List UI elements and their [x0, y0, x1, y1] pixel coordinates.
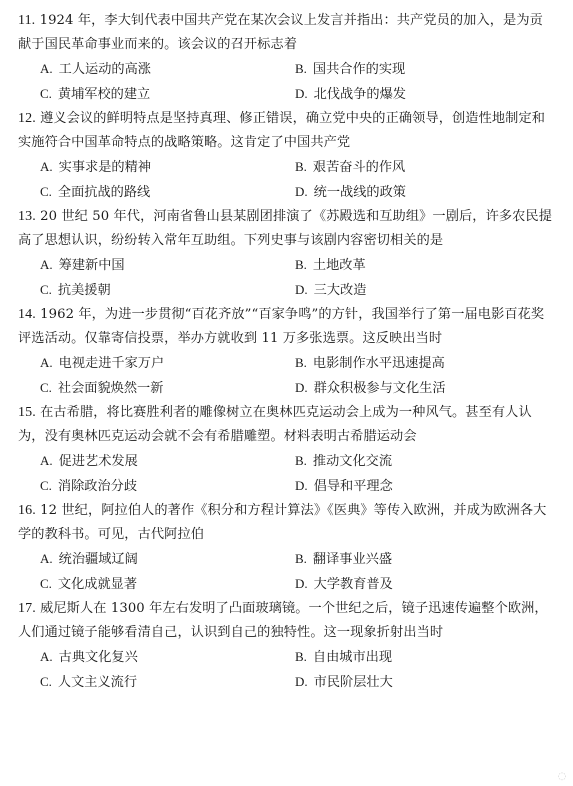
option-letter: A. — [40, 159, 53, 174]
question-12 — [18, 107, 555, 205]
question-stem — [18, 401, 555, 449]
option-letter: D. — [295, 86, 308, 101]
option-letter: C. — [40, 576, 52, 591]
option-letter: D. — [295, 478, 308, 493]
question-number: 12. — [18, 111, 36, 126]
option-letter: A. — [40, 355, 53, 370]
question-text: 在古希腊，将比赛胜利者的雕像树立在奥林匹克运动会上成为一种风气。甚至有人认为，没有奥林匹克运动会就不会有希腊雕塑。材料表明古希腊运动会 — [18, 405, 532, 444]
option-text: 促进艺术发展 — [58, 454, 138, 469]
question-11 — [18, 9, 555, 107]
option-text: 黄埔军校的建立 — [57, 87, 151, 102]
option-c — [40, 572, 295, 597]
question-13 — [18, 205, 555, 303]
options-grid — [18, 645, 555, 695]
question-stem — [18, 303, 555, 351]
option-b — [295, 351, 555, 376]
option-letter: C. — [40, 86, 52, 101]
option-d — [295, 82, 555, 107]
question-17 — [18, 597, 555, 695]
option-c — [40, 82, 295, 107]
option-text: 土地改革 — [312, 258, 366, 273]
option-letter: D. — [295, 380, 308, 395]
option-letter: D. — [295, 576, 308, 591]
option-letter: A. — [40, 257, 53, 272]
option-d — [295, 180, 555, 205]
option-text: 翻译事业兴盛 — [312, 552, 393, 567]
option-letter: A. — [40, 649, 53, 664]
option-text: 社会面貌焕然一新 — [57, 381, 164, 396]
option-text: 古典文化复兴 — [58, 650, 138, 665]
option-text: 工人运动的高涨 — [58, 62, 151, 77]
question-text: 遵义会议的鲜明特点是坚持真理、修正错误，确立党中央的正确领导，创造性地制定和实施符合中国革命特点的战略策略。这肯定了中国共产党 — [18, 111, 546, 150]
option-text: 自由城市出现 — [312, 650, 393, 665]
option-text: 三大改造 — [313, 283, 367, 298]
question-stem — [18, 499, 555, 547]
option-letter: B. — [295, 551, 307, 566]
question-text: 1962 年，为进一步贯彻“百花齐放”“百家争鸣”的方针，我国举行了第一届电影百花奖评选活动。仅靠寄信投票，举办方就收到 11 万多张选票。这反映出当时 — [18, 307, 545, 346]
option-letter: D. — [295, 184, 308, 199]
options-grid — [18, 253, 555, 303]
option-b — [295, 449, 555, 474]
options-grid — [18, 351, 555, 401]
question-number: 17. — [18, 601, 36, 616]
option-letter: B. — [295, 453, 307, 468]
option-letter: B. — [295, 61, 307, 76]
options-grid — [18, 57, 555, 107]
option-letter: A. — [40, 61, 53, 76]
option-b — [295, 645, 555, 670]
question-stem — [18, 205, 555, 253]
option-d — [295, 572, 555, 597]
option-c — [40, 474, 295, 499]
option-letter: C. — [40, 674, 52, 689]
option-text: 筹建新中国 — [58, 258, 125, 273]
option-letter: C. — [40, 478, 52, 493]
options-grid — [18, 155, 555, 205]
options-grid — [18, 449, 555, 499]
option-a — [40, 253, 295, 278]
option-letter: D. — [295, 282, 308, 297]
option-text: 电视走进千家万户 — [58, 356, 165, 371]
option-letter: A. — [40, 551, 53, 566]
option-text: 消除政治分歧 — [57, 479, 138, 494]
question-stem — [18, 9, 555, 57]
option-text: 倡导和平理念 — [313, 479, 393, 494]
question-stem — [18, 597, 555, 645]
option-c — [40, 670, 295, 695]
option-text: 艰苦奋斗的作风 — [312, 160, 406, 175]
question-text: 20 世纪 50 年代，河南省鲁山县某剧团排演了《苏殿选和互助组》一剧后，许多农民提高了思想认识，纷纷转入常年互助组。下列史事与该剧内容密切相关的是 — [18, 209, 553, 248]
question-number: 14. — [18, 307, 36, 322]
option-b — [295, 547, 555, 572]
option-text: 全面抗战的路线 — [57, 185, 151, 200]
option-letter: B. — [295, 257, 307, 272]
option-d — [295, 278, 555, 303]
option-b — [295, 57, 555, 82]
option-letter: D. — [295, 674, 308, 689]
option-text: 文化成就显著 — [57, 577, 138, 592]
option-text: 人文主义流行 — [57, 675, 138, 690]
question-number: 15. — [18, 405, 36, 420]
option-a — [40, 645, 295, 670]
option-text: 统治疆域辽阔 — [58, 552, 138, 567]
page-corner-mark-icon: ◌ — [557, 771, 567, 782]
option-letter: B. — [295, 355, 307, 370]
option-d — [295, 670, 555, 695]
option-letter: C. — [40, 184, 52, 199]
question-14 — [18, 303, 555, 401]
option-text: 推动文化交流 — [312, 454, 393, 469]
option-a — [40, 57, 295, 82]
option-b — [295, 155, 555, 180]
question-text: 1924 年，李大钊代表中国共产党在某次会议上发言并指出：共产党员的加入，是为贡献于国民革命事业而来的。该会议的召开标志着 — [18, 13, 543, 52]
option-d — [295, 376, 555, 401]
option-a — [40, 155, 295, 180]
question-text: 威尼斯人在 1300 年左右发明了凸面玻璃镜。一个世纪之后，镜子迅速传遍整个欧洲，人们通过镜子能够看清自己，认识到自己的独特性。这一现象折射出当时 — [18, 601, 548, 640]
option-text: 电影制作水平迅速提高 — [312, 356, 445, 371]
option-letter: B. — [295, 649, 307, 664]
option-text: 市民阶层壮大 — [313, 675, 393, 690]
question-16 — [18, 499, 555, 597]
question-number: 13. — [18, 209, 36, 224]
question-text: 12 世纪，阿拉伯人的著作《积分和方程计算法》《医典》等传入欧洲，并成为欧洲各大学的教科书。可见，古代阿拉伯 — [18, 503, 547, 542]
question-number: 16. — [18, 503, 36, 518]
option-a — [40, 351, 295, 376]
option-text: 实事求是的精神 — [58, 160, 151, 175]
option-text: 抗美援朝 — [57, 283, 111, 298]
option-letter: B. — [295, 159, 307, 174]
option-a — [40, 547, 295, 572]
option-text: 统一战线的政策 — [313, 185, 406, 200]
option-text: 国共合作的实现 — [312, 62, 406, 77]
option-a — [40, 449, 295, 474]
option-letter: C. — [40, 380, 52, 395]
question-number: 11. — [18, 13, 36, 28]
option-letter: C. — [40, 282, 52, 297]
question-stem — [18, 107, 555, 155]
option-letter: A. — [40, 453, 53, 468]
option-text: 群众积极参与文化生活 — [313, 381, 446, 396]
option-b — [295, 253, 555, 278]
options-grid — [18, 547, 555, 597]
option-c — [40, 180, 295, 205]
option-text: 北伐战争的爆发 — [313, 87, 406, 102]
option-c — [40, 278, 295, 303]
question-15 — [18, 401, 555, 499]
option-d — [295, 474, 555, 499]
option-text: 大学教育普及 — [313, 577, 393, 592]
option-c — [40, 376, 295, 401]
